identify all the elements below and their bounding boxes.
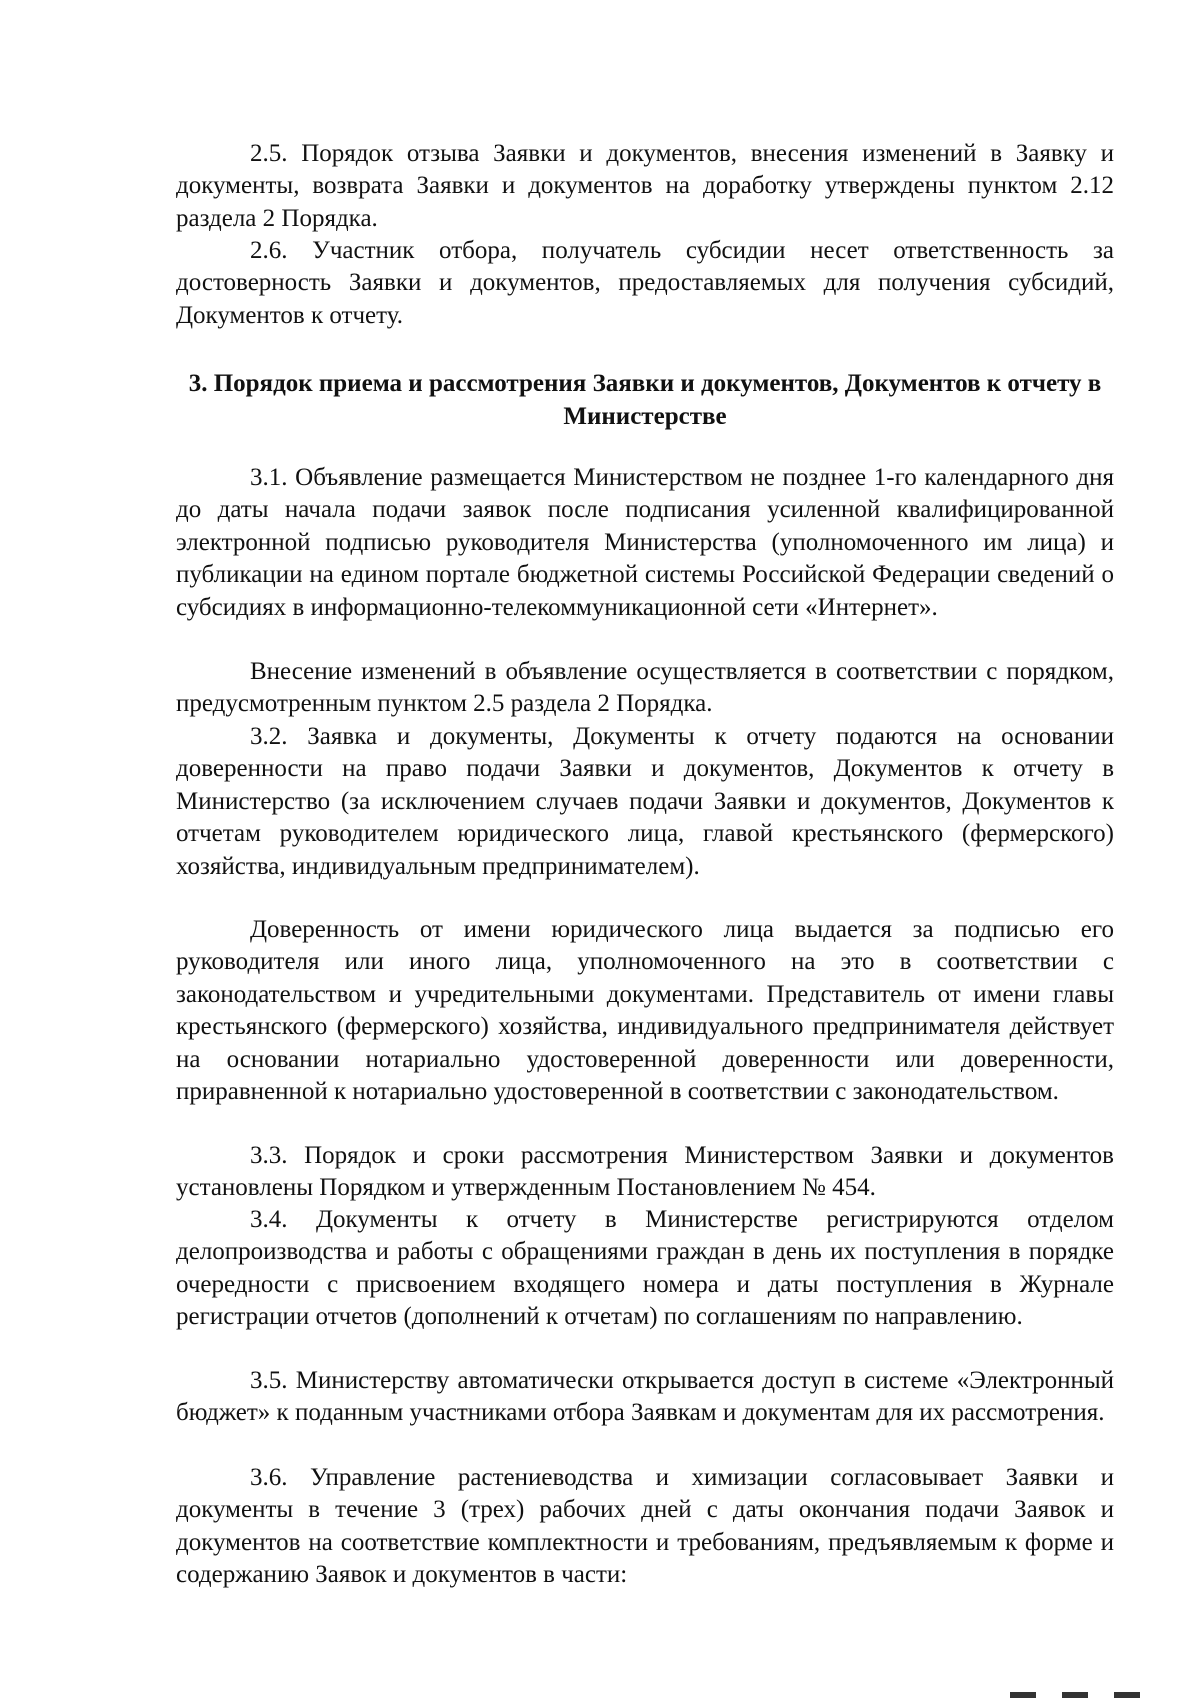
- paragraph-3-1: 3.1. Объявление размещается Министерством не позднее 1-го календарного дня до даты начала подачи заявок после подписания усиленной квалифицированной электронной подписью руководителя Министерства (уполномоченного им лица) и публикации на едином портале бюджетной системы Российской Федерации сведений о субсидиях в информационно-телекоммуникационной сети «Интернет».: [176, 464, 1114, 621]
- scan-edge-mark: [1114, 1692, 1140, 1698]
- paragraph-3-3: 3.3. Порядок и сроки рассмотрения Министерством Заявки и документов установлены Порядком и утвержденным Постановлением № 454.: [176, 1142, 1114, 1202]
- paragraph-3-4: 3.4. Документы к отчету в Министерстве регистрируются отделом делопроизводства и работы с обращениями граждан в день их поступления в порядке очередности с присвоением входящего номера и даты поступления в Журнале регистрации отчетов (дополнений к отчетам) по соглашениям по направлению.: [176, 1206, 1114, 1331]
- section-3-heading: 3. Порядок приема и рассмотрения Заявки и документов, Документов к отчету в Министерстве: [188, 370, 1102, 430]
- paragraph-2-6: 2.6. Участник отбора, получатель субсидии несет ответственность за достоверность Заявки и документов, предоставляемых для получения субсидий, Документов к отчету.: [176, 237, 1114, 329]
- paragraph-3-1-changes: Внесение изменений в объявление осуществляется в соответствии с порядком, предусмотренным пунктом 2.5 раздела 2 Порядка.: [176, 658, 1114, 718]
- paragraph-3-6: 3.6. Управление растениеводства и химизации согласовывает Заявки и документы в течение 3 (трех) рабочих дней с даты окончания подачи Заявок и документов на соответствие комплектности и требованиям, предъявляемым к форме и содержанию Заявок и документов в части:: [176, 1464, 1114, 1589]
- paragraph-3-2: 3.2. Заявка и документы, Документы к отчету подаются на основании доверенности на право подачи Заявки и документов, Документов к отчету в Министерство (за исключением случаев подачи Заявки и документов, Документов к отчетам руководителем юридического лица, главой крестьянского (фермерского) хозяйства, индивидуальным предпринимателем).: [176, 723, 1114, 880]
- paragraph-3-5: 3.5. Министерству автоматически открывается доступ в системе «Электронный бюджет» к поданным участниками отбора Заявкам и документам для их рассмотрения.: [176, 1367, 1114, 1427]
- scan-edge-mark: [1010, 1692, 1036, 1698]
- scan-edge-mark: [1062, 1692, 1088, 1698]
- paragraph-2-5: 2.5. Порядок отзыва Заявки и документов, внесения изменений в Заявку и документы, возврата Заявки и документов на доработку утверждены пунктом 2.12 раздела 2 Порядка.: [176, 140, 1114, 232]
- paragraph-3-2-power-of-attorney: Доверенность от имени юридического лица выдается за подписью его руководителя или иного лица, уполномоченного на это в соответствии с законодательством и учредительными документами. Представитель от имени главы крестьянского (фермерского) хозяйства, индивидуального предпринимателя действует на основании нотариально удостоверенной доверенности или доверенности, приравненной к нотариально удостоверенной в соответствии с законодательством.: [176, 916, 1114, 1106]
